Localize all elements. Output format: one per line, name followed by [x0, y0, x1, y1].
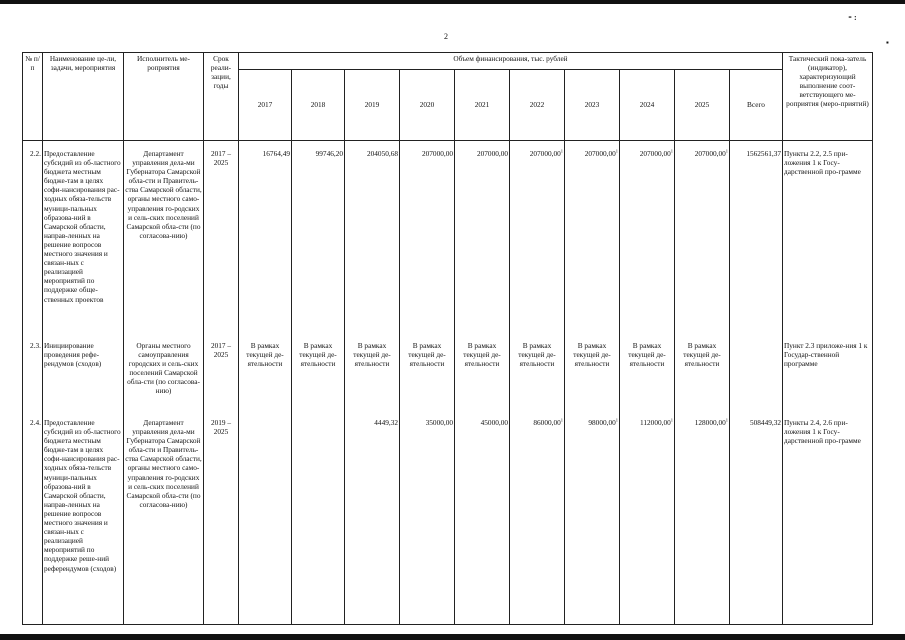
row-term: 2019 – 2025 [204, 410, 239, 625]
value-cell: 207000,00 [400, 141, 455, 334]
header-year: 2017 [239, 70, 292, 141]
value-cell: 204050,68 [345, 141, 400, 334]
total-cell [730, 333, 783, 410]
header-name: Наименование це-ли, задачи, мероприятия [43, 53, 124, 141]
scan-dot: ▪ [886, 38, 889, 47]
header-total: Всего [730, 70, 783, 141]
row-term: 2017 – 2025 [204, 333, 239, 410]
value-cell: В рамках текущей де-ятельности [292, 333, 345, 410]
table-row [23, 141, 873, 334]
value-cell: 207000,00$^1$ [620, 141, 675, 334]
total-cell: 508449,32 [730, 410, 783, 625]
value-cell: В рамках текущей де-ятельности [565, 333, 620, 410]
bottom-border [0, 634, 905, 640]
value-cell: В рамках текущей де-ятельности [455, 333, 510, 410]
table-row [23, 410, 873, 625]
value-cell: 86000,00$^1$ [510, 410, 565, 625]
row-num: 2.2. [23, 141, 43, 334]
header-year: 2020 [400, 70, 455, 141]
row-executor: Департамент управления дела-ми Губернатора Самарской обла-сти и Правитель-ства Самарской области, органы местного само-управления го-родских и сель-ских поселений Самарской обла-сти (по согласова-нию) [124, 141, 204, 334]
value-cell [239, 410, 292, 625]
scan-mark: ⁃ : [848, 13, 857, 22]
top-border [0, 0, 905, 4]
value-cell: 4449,32 [345, 410, 400, 625]
value-cell: В рамках текущей де-ятельности [345, 333, 400, 410]
value-cell [292, 410, 345, 625]
row-indicator: Пункты 2.2, 2.5 при-ложения 1 к Госу-дарственной про-грамме [783, 141, 873, 334]
value-cell: 35000,00 [400, 410, 455, 625]
value-cell: 207000,00$^1$ [565, 141, 620, 334]
value-cell: 207000,00$^1$ [510, 141, 565, 334]
value-cell: В рамках текущей де-ятельности [620, 333, 675, 410]
total-cell: 1562561,37 [730, 141, 783, 334]
row-executor: Органы местного самоуправления городских и сель-ских поселений Самарской обла-сти (по согласова-нию) [124, 333, 204, 410]
row-num: 2.4. [23, 410, 43, 625]
value-cell: 45000,00 [455, 410, 510, 625]
value-cell: В рамках текущей де-ятельности [239, 333, 292, 410]
row-name: Предоставление субсидий из об-ластного бюджета местным бюдже-там в целях софи-нансирования рас-ходных обяза-тельств муници-пальных образова-ний в Самарской области, направ-ленных на решение вопросов местного значения и связан-ных с реализацией мероприятий по поддержке реше-ний референдумов (сходов) [43, 410, 124, 625]
header-year: 2018 [292, 70, 345, 141]
header-term: Срок реали-зации, годы [204, 53, 239, 141]
value-cell: 207000,00$^1$ [675, 141, 730, 334]
header-year: 2022 [510, 70, 565, 141]
financing-table [22, 52, 873, 625]
header-year: 2023 [565, 70, 620, 141]
row-name: Предоставление субсидий из об-ластного бюджета местным бюдже-там в целях софи-нансирования рас-ходных обяза-тельств муници-пальных образова-ний в Самарской области, направ-ленных на решение вопросов местного значения и связан-ных с реализацией мероприятий по поддержке обще-ственных проектов [43, 141, 124, 334]
header-executor: Исполнитель ме-роприятия [124, 53, 204, 141]
table-row [23, 333, 873, 410]
value-cell: В рамках текущей де-ятельности [675, 333, 730, 410]
value-cell: 128000,00$^1$ [675, 410, 730, 625]
header-num: № п/п [23, 53, 43, 141]
row-term: 2017 – 2025 [204, 141, 239, 334]
row-num: 2.3. [23, 333, 43, 410]
header-indicator: Тактический пока-затель (индикатор), характеризующий выполнение соот-ветствующего ме-роприятия (меро-приятий) [783, 53, 873, 141]
value-cell: 16764,49 [239, 141, 292, 334]
row-name: Инициирование проведения рефе-рендумов (сходов) [43, 333, 124, 410]
value-cell: 98000,00$^1$ [565, 410, 620, 625]
header-funding: Объем финансирования, тыс. рублей [239, 53, 783, 70]
value-cell: 112000,00$^1$ [620, 410, 675, 625]
row-executor: Департамент управления дела-ми Губернатора Самарской обла-сти и Правитель-ства Самарской области, органы местного само-управления го-родских и сель-ских поселений Самарской обла-сти (по согласова-нию) [124, 410, 204, 625]
value-cell: В рамках текущей де-ятельности [400, 333, 455, 410]
header-year: 2021 [455, 70, 510, 141]
page-number: 2 [444, 32, 448, 41]
header-year: 2019 [345, 70, 400, 141]
header-year: 2024 [620, 70, 675, 141]
row-indicator: Пункты 2.4, 2.6 при-ложения 1 к Госу-дарственной про-грамме [783, 410, 873, 625]
value-cell: 207000,00 [455, 141, 510, 334]
value-cell: 99746,20 [292, 141, 345, 334]
value-cell: В рамках текущей де-ятельности [510, 333, 565, 410]
row-indicator: Пункт 2.3 приложе-ния 1 к Государ-ственной программе [783, 333, 873, 410]
header-year: 2025 [675, 70, 730, 141]
